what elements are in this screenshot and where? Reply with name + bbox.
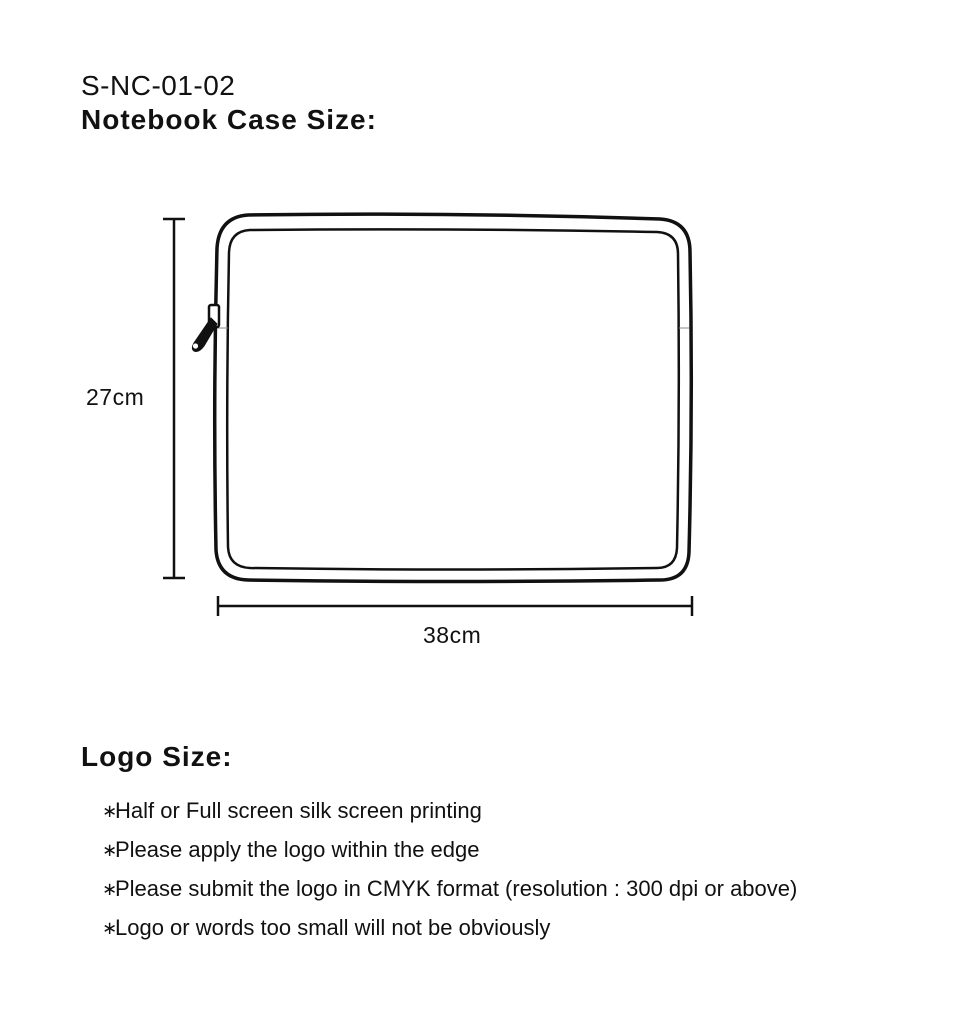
height-dimension-label: 27cm	[86, 384, 145, 410]
bullet-icon: ∗	[102, 840, 118, 860]
logo-notes-list	[102, 796, 797, 952]
list-item	[102, 796, 797, 835]
bullet-icon: ∗	[102, 918, 118, 938]
sleeve-inner-seam	[227, 229, 679, 569]
model-code: S-NC-01-02	[81, 70, 236, 101]
width-dimension-line	[218, 596, 692, 616]
list-item	[102, 874, 797, 913]
bullet-icon: ∗	[102, 801, 118, 821]
note-text: Please submit the logo in CMYK format (resolution : 300 dpi or above)	[115, 876, 798, 901]
list-item	[102, 835, 797, 874]
case-size-heading: Notebook Case Size:	[81, 104, 377, 135]
note-text: Logo or words too small will not be obviously	[115, 915, 551, 940]
note-text: Half or Full screen silk screen printing	[115, 798, 482, 823]
height-dimension-line	[163, 219, 185, 578]
note-text: Please apply the logo within the edge	[115, 837, 480, 862]
logo-size-heading: Logo Size:	[81, 741, 233, 772]
width-dimension-label: 38cm	[423, 622, 482, 648]
list-item	[102, 913, 797, 952]
bullet-icon: ∗	[102, 879, 118, 899]
laptop-sleeve-outline	[215, 214, 692, 581]
